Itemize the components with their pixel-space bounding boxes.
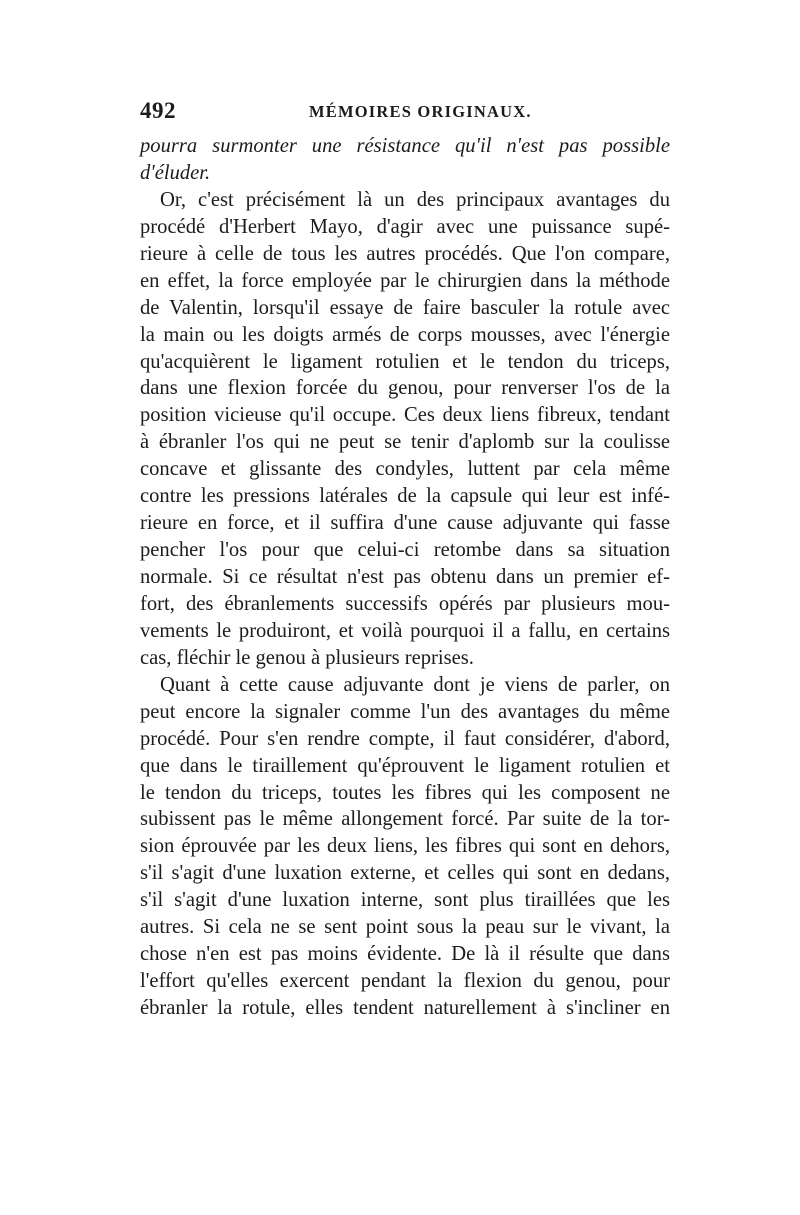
text-line: subissent pas le même allongement forcé. Par suite de la tor- (140, 808, 670, 831)
text-line: qu'acquièrent le ligament rotulien et le tendon du triceps, (140, 350, 670, 373)
text-line: vements le produiront, et voilà pourquoi il a fallu, en certains (140, 619, 670, 642)
text-line: rieure à celle de tous les autres procédés. Que l'on compare, (140, 242, 670, 265)
text-line: la main ou les doigts armés de corps mousses, avec l'énergie (140, 323, 670, 346)
text-line: concave et glissante des condyles, luttent par cela même (140, 458, 670, 481)
page-number: 492 (140, 98, 176, 123)
text-line: chose n'en est pas moins évidente. De là il résulte que dans (140, 943, 670, 966)
text-line: ébranler la rotule, elles tendent naturellement à s'incliner en (140, 997, 670, 1019)
text-line: cas, fléchir le genou à plusieurs reprises. (140, 646, 474, 669)
paragraph-start-line: Or, c'est précisément là un des principaux avantages du (160, 188, 670, 211)
text-line: l'effort qu'elles exercent pendant la flexion du genou, pour (140, 970, 670, 993)
text-line: en effet, la force employée par le chirurgien dans la méthode (140, 269, 670, 292)
body-text (140, 133, 670, 1022)
text-line: pencher l'os pour que celui-ci retombe dans sa situation (140, 539, 670, 562)
text-line: d'éluder. (140, 161, 211, 184)
text-line: autres. Si cela ne se sent point sous la peau sur le vivant, la (140, 916, 670, 939)
text-line: s'il s'agit d'une luxation externe, et celles qui sont en dedans, (140, 862, 670, 885)
text-line: position vicieuse qu'il occupe. Ces deux liens fibreux, tendant (140, 404, 670, 427)
text-line: dans une flexion forcée du genou, pour renverser l'os de la (140, 377, 670, 400)
text-line: fort, des ébranlements successifs opérés par plusieurs mou- (140, 592, 670, 615)
text-line: peut encore la signaler comme l'un des avantages du même (140, 700, 670, 723)
text-line: pourra surmonter une résistance qu'il n'est pas possible (140, 135, 670, 157)
text-line: de Valentin, lorsqu'il essaye de faire basculer la rotule avec (140, 296, 670, 319)
page-header (140, 98, 670, 124)
text-line: rieure en force, et il suffira d'une cause adjuvante qui fasse (140, 512, 670, 535)
running-head: MÉMOIRES ORIGINAUX. (309, 102, 532, 121)
text-line: contre les pressions latérales de la capsule qui leur est infé- (140, 485, 670, 508)
paragraph-start-line: Quant à cette cause adjuvante dont je viens de parler, on (160, 673, 670, 696)
text-line: procédé d'Herbert Mayo, d'agir avec une puissance supé- (140, 215, 670, 238)
text-line: procédé. Pour s'en rendre compte, il faut considérer, d'abord, (140, 727, 670, 750)
text-line: s'il s'agit d'une luxation interne, sont plus tiraillées que les (140, 889, 670, 912)
text-line: normale. Si ce résultat n'est pas obtenu dans un premier ef- (140, 566, 670, 588)
text-line: que dans le tiraillement qu'éprouvent le ligament rotulien et (140, 754, 670, 777)
text-line: à ébranler l'os qui ne peut se tenir d'aplomb sur la coulisse (140, 431, 670, 454)
text-line: le tendon du triceps, toutes les fibres qui les composent ne (140, 781, 670, 804)
text-line: sion éprouvée par les deux liens, les fibres qui sont en dehors, (140, 835, 670, 858)
